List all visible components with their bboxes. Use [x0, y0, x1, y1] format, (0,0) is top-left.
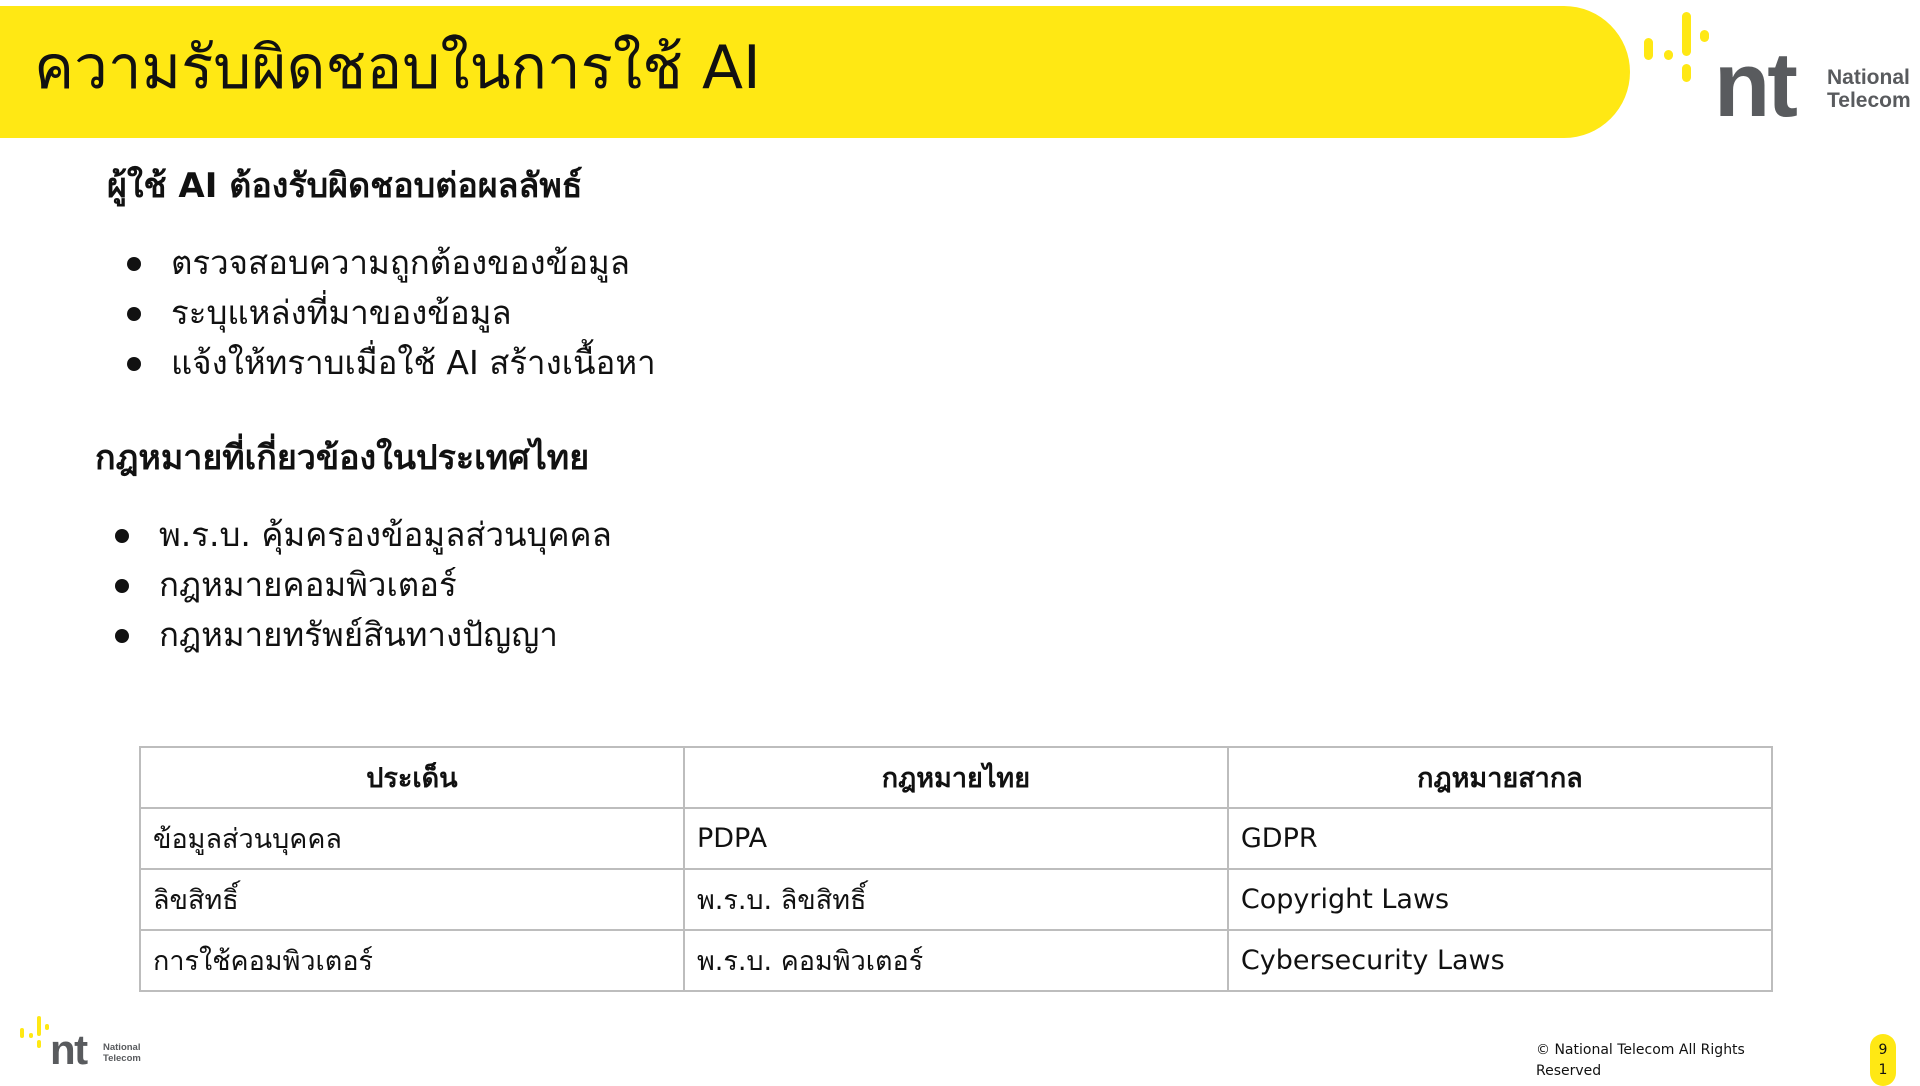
page-number-digit: 9 — [1878, 1042, 1888, 1058]
table-row — [140, 808, 1772, 869]
thai-law-item: กฎหมายทรัพย์สินทางปัญญา — [101, 610, 612, 660]
column-header-issue: ประเด็น — [140, 747, 684, 808]
copyright-line: © National Telecom All Rights — [1536, 1042, 1745, 1058]
signal-bars-icon — [1644, 12, 1709, 82]
thai-law-item: พ.ร.บ. คุ้มครองข้อมูลส่วนบุคคล — [101, 510, 612, 560]
responsibility-item: แจ้งให้ทราบเมื่อใช้ AI สร้างเนื้อหา — [113, 338, 656, 388]
table-cell: Copyright Laws — [1228, 869, 1772, 930]
thai-law-item: กฎหมายคอมพิวเตอร์ — [101, 560, 612, 610]
logo-nt-text: nt — [50, 1026, 87, 1073]
responsibility-list — [113, 238, 656, 388]
page-number-digit: 1 — [1878, 1062, 1888, 1078]
table-cell: PDPA — [684, 808, 1228, 869]
responsibility-item: ระบุแหล่งที่มาของข้อมูล — [113, 288, 656, 338]
logo-telecom-text: Telecom — [103, 1053, 141, 1064]
logo-telecom-text: Telecom — [1827, 89, 1911, 112]
thai-laws-list — [101, 510, 612, 660]
table-cell: Cybersecurity Laws — [1228, 930, 1772, 991]
responsibility-heading: ผู้ใช้ AI ต้องรับผิดชอบต่อผลลัพธ์ — [107, 166, 583, 206]
table-cell: GDPR — [1228, 808, 1772, 869]
copyright-line: Reserved — [1536, 1063, 1602, 1079]
law-comparison-table — [139, 746, 1773, 992]
slide-title: ความรับผิดชอบในการใช้ AI — [34, 33, 761, 103]
logo-nt-text: nt — [1714, 34, 1795, 128]
column-header-thai-law: กฎหมายไทย — [684, 747, 1228, 808]
nt-footer-logo — [18, 1016, 150, 1074]
copyright-notice — [1536, 1040, 1796, 1082]
table-cell: พ.ร.บ. คอมพิวเตอร์ — [684, 930, 1228, 991]
logo-national-text: National — [103, 1042, 141, 1053]
table-cell: พ.ร.บ. ลิขสิทธิ์ — [684, 869, 1228, 930]
nt-logo — [1640, 8, 1915, 128]
table-row — [140, 930, 1772, 991]
responsibility-item: ตรวจสอบความถูกต้องของข้อมูล — [113, 238, 656, 288]
table-header-row — [140, 747, 1772, 808]
signal-bars-icon — [20, 1016, 49, 1048]
table-row — [140, 869, 1772, 930]
thai-laws-heading: กฎหมายที่เกี่ยวข้องในประเทศไทย — [95, 438, 590, 478]
table-cell: ข้อมูลส่วนบุคคล — [140, 808, 684, 869]
table-cell: การใช้คอมพิวเตอร์ — [140, 930, 684, 991]
column-header-international-law: กฎหมายสากล — [1228, 747, 1772, 808]
table-cell: ลิขสิทธิ์ — [140, 869, 684, 930]
header-bar — [0, 6, 1630, 138]
logo-national-text: National — [1827, 66, 1910, 89]
page-number-badge — [1870, 1034, 1896, 1086]
